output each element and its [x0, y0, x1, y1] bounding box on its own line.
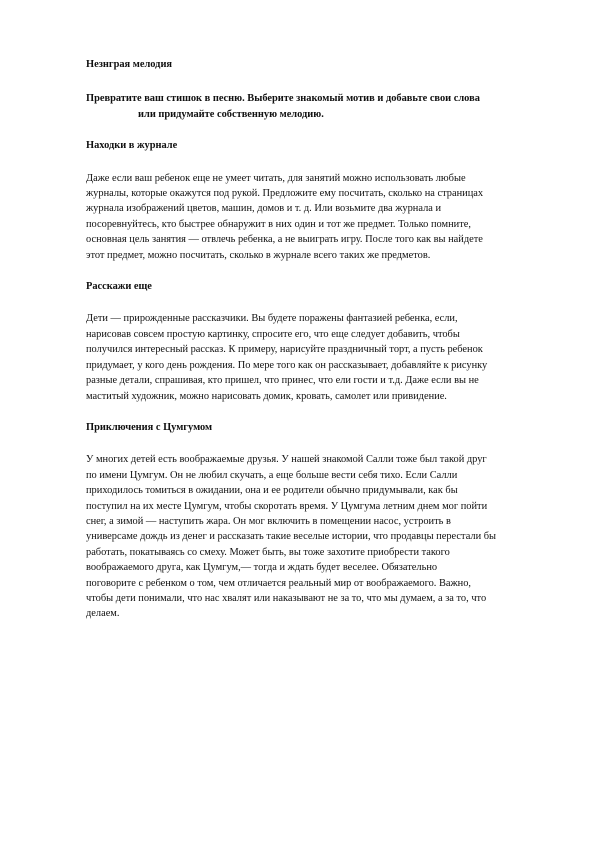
- document-body: [86, 57, 531, 622]
- paragraph-line: снег, а зимой — наступить жара. Он мог включить в помещении насос, устроить в: [86, 515, 451, 527]
- paragraph-line: Даже если ваш ребенок еще не умеет читать, для занятий можно использовать любые: [86, 172, 466, 184]
- paragraph-line: нарисовав совсем простую картинку, спросите его, что еще следует добавить, чтобы: [86, 328, 460, 340]
- section-title-findings: Находки в журнале: [86, 140, 178, 152]
- paragraph-line: делаем.: [86, 608, 120, 620]
- paragraph-line: универсаме дождь из денег и рассказать такие веселые истории, что продавцы перестали бы: [86, 531, 497, 543]
- paragraph-line: приходилось томиться в ожидании, она и ее родители обычно придумывали, как бы: [86, 485, 458, 497]
- paragraph-line: чтобы дети понимали, что нас хвалят или наказывают не за то, что мы думаем, а за то, что: [86, 592, 487, 604]
- paragraph-line: поговорите с ребенком о том, чем отличается реальный мир от воображаемого. Важно,: [86, 577, 472, 589]
- paragraph-line: этот предмет, можно посчитать, сколько в журнале всего таких же предметов.: [86, 249, 431, 261]
- section-paragraph-adventures: [86, 452, 531, 621]
- paragraph-line: Дети — прирожденные рассказчики. Вы будете поражены фантазией ребенка, если,: [86, 313, 458, 325]
- paragraph-line: основная цель занятия — отвлечь ребенка, а не выиграть игру. После того как вы найдете: [86, 234, 483, 246]
- intro-line-2: или придумайте собственную мелодию.: [138, 108, 324, 120]
- paragraph-line: разные детали, спрашивая, кто пришел, что принес, что ели гости и т.д. Даже если вы не: [86, 375, 479, 387]
- section-title-tell-more: Расскажи еще: [86, 281, 152, 293]
- section-title-adventures: Приключения с Цумгумом: [86, 421, 213, 433]
- paragraph-line: поступил на их месте Цумгум, чтобы скоротать время. У Цумгума летним днем мог пойти: [86, 500, 488, 512]
- paragraph-line: маститый художник, можно нарисовать домик, кровать, самолет или привидение.: [86, 390, 447, 402]
- paragraph-line: работать, покатываясь со смеху. Может быть, вы тоже захотите приобрести такого: [86, 546, 450, 558]
- intro-paragraph: [86, 91, 531, 122]
- document-title: Незнграя мелодия: [86, 59, 173, 70]
- paragraph-line: У многих детей есть воображаемые друзья. У нашей знакомой Салли тоже был такой друг: [86, 454, 487, 466]
- section-paragraph-tell-more: [86, 311, 531, 403]
- section-paragraph-findings: [86, 171, 531, 263]
- paragraph-line: журнала изображений цветов, машин, домов и т. д. Или возьмите два журнала и: [86, 203, 442, 215]
- paragraph-line: получился интересный рассказ. К примеру, нарисуйте праздничный торт, а пусть ребенок: [86, 344, 483, 356]
- paragraph-line: по имени Цумгум. Он не любил скучать, а еще больше вести себя тихо. Если Салли: [86, 469, 458, 481]
- paragraph-line: посоревнуйтесь, кто быстрее обнаружит в них один и тот же предмет. Только помните,: [86, 218, 471, 230]
- paragraph-line: воображаемого друга, как Цумгум,— тогда и ждать будет веселее. Обязательно: [86, 562, 438, 574]
- paragraph-line: журналы, которые окажутся под рукой. Предложите ему посчитать, сколько на страницах: [86, 188, 484, 200]
- paragraph-line: придумает, у кого день рождения. По мере того как он рассказывает, добавляйте к рисунку: [86, 359, 488, 371]
- intro-line-1: Превратите ваш стишок в песню. Выберите знакомый мотив и добавьте свои слова: [86, 93, 480, 105]
